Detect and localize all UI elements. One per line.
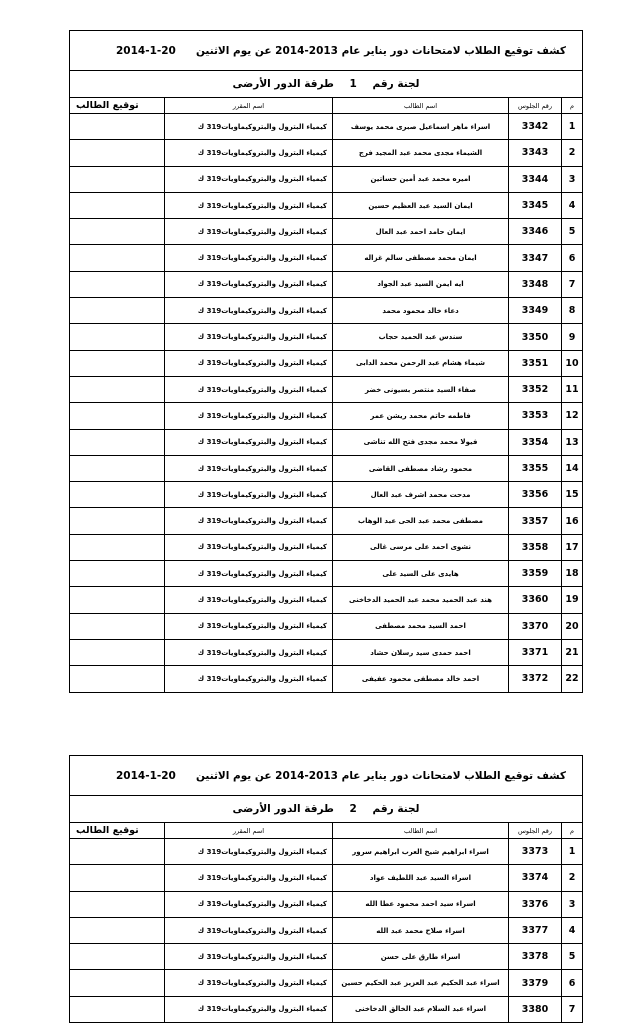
course-name: كيمياء البترول والبتروكيماويات [221,385,328,394]
course-code: 319 ك [197,979,222,988]
course-code: 319 ك [197,490,222,499]
row-number: 18 [562,561,583,587]
course-cell [165,114,333,140]
table-row [70,613,583,639]
table-row [70,403,583,429]
table-row [70,482,583,508]
student-name: دعاء خالد محمود محمد [333,298,509,324]
student-name: اسراء سيد احمد محمود عطا الله [333,891,509,917]
header-name: اسم الطالب [333,823,509,839]
course-name: كيمياء البترول والبتروكيماويات [221,254,328,263]
seat-number: 3373 [509,839,562,865]
student-name: فيولا محمد مجدى فتح الله تناشى [333,429,509,455]
course-name: كيمياء البترول والبتروكيماويات [221,622,328,631]
table-row [70,114,583,140]
signature-cell [70,324,165,350]
seat-number: 3351 [509,350,562,376]
sheet-title-cell [70,31,583,71]
course-code: 319 ك [197,674,222,683]
row-number: 15 [562,482,583,508]
row-number: 1 [562,114,583,140]
course-code: 319 ك [197,254,222,263]
committee-location: طرقة الدور الأرضى [232,803,334,815]
signature-cell [70,350,165,376]
course-cell [165,403,333,429]
course-code: 319 ك [197,359,222,368]
course-name: كيمياء البترول والبتروكيماويات [221,201,328,210]
course-name: كيمياء البترول والبتروكيماويات [221,464,328,473]
course-code: 319 ك [197,569,222,578]
student-name: الشيماء مجدى محمد عبد المجيد فرج [333,140,509,166]
header-seat: رقم الجلوس [509,823,562,839]
signature-cell [70,534,165,560]
course-name: كيمياء البترول والبتروكيماويات [221,926,328,935]
row-number: 8 [562,298,583,324]
header-num: م [562,98,583,114]
row-number: 6 [562,245,583,271]
seat-number: 3352 [509,376,562,402]
course-code: 319 ك [197,1005,222,1014]
table-row [70,298,583,324]
course-code: 319 ك [197,227,222,236]
course-name: كيمياء البترول والبتروكيماويات [221,1005,328,1014]
course-code: 319 ك [197,148,222,157]
row-number: 21 [562,639,583,665]
header-course: اسم المقرر [165,823,333,839]
committee-label: لجنة رقم [372,803,420,815]
committee-number: 2 [349,803,357,815]
course-code: 319 ك [197,595,222,604]
signature-cell [70,839,165,865]
seat-number: 3347 [509,245,562,271]
course-name: كيمياء البترول والبتروكيماويات [221,122,328,131]
row-number: 20 [562,613,583,639]
course-code: 319 ك [197,385,222,394]
committee-location: طرقة الدور الأرضى [232,78,334,90]
row-number: 16 [562,508,583,534]
table-row [70,639,583,665]
seat-number: 3380 [509,996,562,1022]
committee-cell [70,796,583,823]
attendance-table [69,755,583,1023]
signature-cell [70,561,165,587]
course-name: كيمياء البترول والبتروكيماويات [221,306,328,315]
seat-number: 3344 [509,166,562,192]
course-code: 319 ك [197,333,222,342]
seat-number: 3370 [509,613,562,639]
course-name: كيمياء البترول والبتروكيماويات [221,900,328,909]
table-row [70,324,583,350]
row-number: 12 [562,403,583,429]
student-name: هايدى على السيد على [333,561,509,587]
course-code: 319 ك [197,464,222,473]
student-name: احمد خالد مصطفى محمود عفيفى [333,666,509,692]
exam-date: 2014-1-20 [116,44,176,57]
student-name: اسراء عبد الحكيم عبد العزيز عبد الحكيم حسين [333,970,509,996]
course-cell [165,865,333,891]
seat-number: 3346 [509,219,562,245]
course-code: 319 ك [197,952,222,961]
header-name: اسم الطالب [333,98,509,114]
course-name: كيمياء البترول والبتروكيماويات [221,543,328,552]
course-code: 319 ك [197,280,222,289]
course-name: كيمياء البترول والبتروكيماويات [221,517,328,526]
signature-cell [70,219,165,245]
seat-number: 3374 [509,865,562,891]
row-number: 13 [562,429,583,455]
course-cell [165,639,333,665]
course-cell [165,839,333,865]
student-name: هند عبد الحميد محمد عبد الحميد الدخاخنى [333,587,509,613]
seat-number: 3354 [509,429,562,455]
course-code: 319 ك [197,201,222,210]
course-code: 319 ك [197,122,222,131]
course-name: كيمياء البترول والبتروكيماويات [221,490,328,499]
course-cell [165,271,333,297]
committee-cell [70,71,583,98]
seat-number: 3377 [509,917,562,943]
table-row [70,271,583,297]
seat-number: 3376 [509,891,562,917]
course-cell [165,534,333,560]
seat-number: 3355 [509,455,562,481]
student-name: نشوى احمد على مرسى غالى [333,534,509,560]
course-name: كيمياء البترول والبتروكيماويات [221,333,328,342]
signature-cell [70,192,165,218]
seat-number: 3378 [509,944,562,970]
seat-number: 3350 [509,324,562,350]
student-name: احمد حمدى سيد رسلان حشاد [333,639,509,665]
course-cell [165,508,333,534]
table-row [70,192,583,218]
table-row [70,839,583,865]
student-name: اميره محمد عبد أمين حساتين [333,166,509,192]
course-name: كيمياء البترول والبتروكيماويات [221,595,328,604]
student-name: سندس عبد الحميد حجاب [333,324,509,350]
course-cell [165,245,333,271]
signature-cell [70,917,165,943]
header-course: اسم المقرر [165,98,333,114]
table-row [70,140,583,166]
course-cell [165,429,333,455]
header-seat: رقم الجلوس [509,98,562,114]
course-cell [165,166,333,192]
sheet-title: كشف توقيع الطلاب لامتحانات دور يناير عام 2013-2014 عن يوم الاثنين [195,769,567,782]
table-row [70,666,583,692]
table-row [70,865,583,891]
table-row [70,561,583,587]
course-name: كيمياء البترول والبتروكيماويات [221,847,328,856]
course-cell [165,666,333,692]
student-name: ايمان محمد مصطفى سالم غزاله [333,245,509,271]
seat-number: 3343 [509,140,562,166]
student-name: مصطفى محمد عبد الحى عبد الوهاب [333,508,509,534]
course-cell [165,140,333,166]
table-row [70,917,583,943]
seat-number: 3356 [509,482,562,508]
course-code: 319 ك [197,873,222,882]
course-cell [165,917,333,943]
course-name: كيمياء البترول والبتروكيماويات [221,569,328,578]
table-row [70,534,583,560]
attendance-sheet-2 [69,755,582,1023]
student-name: اسراء عبد السلام عبد الخالق الدخاخنى [333,996,509,1022]
course-code: 319 ك [197,648,222,657]
attendance-sheet-1 [69,30,582,693]
course-name: كيمياء البترول والبتروكيماويات [221,873,328,882]
student-name: اسراء طارق على حسن [333,944,509,970]
row-number: 14 [562,455,583,481]
row-number: 7 [562,271,583,297]
course-cell [165,587,333,613]
row-number: 19 [562,587,583,613]
course-code: 319 ك [197,411,222,420]
course-cell [165,613,333,639]
row-number: 9 [562,324,583,350]
seat-number: 3358 [509,534,562,560]
signature-cell [70,639,165,665]
student-name: صفاء السيد منتصر بسيونى خضر [333,376,509,402]
student-name: اسراء ابراهيم شيخ العرب ابراهيم سرور [333,839,509,865]
course-code: 319 ك [197,926,222,935]
table-row [70,245,583,271]
course-name: كيمياء البترول والبتروكيماويات [221,148,328,157]
course-code: 319 ك [197,517,222,526]
course-cell [165,970,333,996]
seat-number: 3342 [509,114,562,140]
signature-cell [70,587,165,613]
student-name: فاطمه حاتم محمد ريشن عمر [333,403,509,429]
row-number: 4 [562,917,583,943]
table-row [70,891,583,917]
course-code: 319 ك [197,306,222,315]
table-row [70,166,583,192]
signature-cell [70,376,165,402]
signature-cell [70,508,165,534]
table-row [70,429,583,455]
course-cell [165,944,333,970]
student-name: اسراء السيد عبد اللطيف عواد [333,865,509,891]
seat-number: 3353 [509,403,562,429]
course-cell [165,298,333,324]
student-name: شيماء هشام عبد الرحمن محمد الدابى [333,350,509,376]
course-cell [165,561,333,587]
signature-cell [70,271,165,297]
course-code: 319 ك [197,847,222,856]
signature-cell [70,245,165,271]
course-name: كيمياء البترول والبتروكيماويات [221,952,328,961]
seat-number: 3348 [509,271,562,297]
student-name: ايمان حامد احمد عبد العال [333,219,509,245]
table-row [70,376,583,402]
signature-cell [70,429,165,455]
course-name: كيمياء البترول والبتروكيماويات [221,411,328,420]
course-code: 319 ك [197,543,222,552]
student-name: مدحت محمد اشرف عبد العال [333,482,509,508]
row-number: 3 [562,891,583,917]
row-number: 3 [562,166,583,192]
course-cell [165,350,333,376]
row-number: 17 [562,534,583,560]
row-number: 1 [562,839,583,865]
course-code: 319 ك [197,900,222,909]
course-cell [165,482,333,508]
row-number: 6 [562,970,583,996]
course-cell [165,376,333,402]
row-number: 5 [562,944,583,970]
sheet-title-cell [70,756,583,796]
signature-cell [70,114,165,140]
header-sign: توقيع الطالب [70,98,165,114]
seat-number: 3360 [509,587,562,613]
attendance-table [69,30,583,693]
signature-cell [70,140,165,166]
header-num: م [562,823,583,839]
course-name: كيمياء البترول والبتروكيماويات [221,979,328,988]
table-header-row [70,98,583,114]
table-row [70,944,583,970]
course-cell [165,891,333,917]
table-row [70,970,583,996]
student-name: ايه ايمن السيد عبد الجواد [333,271,509,297]
row-number: 2 [562,140,583,166]
seat-number: 3379 [509,970,562,996]
student-name: احمد السيد محمد مصطفى [333,613,509,639]
table-row [70,350,583,376]
course-cell [165,219,333,245]
course-name: كيمياء البترول والبتروكيماويات [221,648,328,657]
signature-cell [70,865,165,891]
course-code: 319 ك [197,438,222,447]
course-name: كيمياء البترول والبتروكيماويات [221,438,328,447]
table-row [70,587,583,613]
exam-date: 2014-1-20 [116,769,176,782]
signature-cell [70,298,165,324]
student-name: اسراء صلاح محمد عبد الله [333,917,509,943]
course-cell [165,324,333,350]
course-name: كيمياء البترول والبتروكيماويات [221,280,328,289]
table-header-row [70,823,583,839]
row-number: 4 [562,192,583,218]
signature-cell [70,666,165,692]
signature-cell [70,944,165,970]
committee-number: 1 [349,78,357,90]
row-number: 5 [562,219,583,245]
course-cell [165,455,333,481]
sheet-title: كشف توقيع الطلاب لامتحانات دور يناير عام 2013-2014 عن يوم الاثنين [195,44,567,57]
table-row [70,455,583,481]
row-number: 2 [562,865,583,891]
row-number: 11 [562,376,583,402]
table-row [70,508,583,534]
seat-number: 3371 [509,639,562,665]
course-cell [165,192,333,218]
student-name: اسراء ماهر اسماعيل صبرى محمد يوسف [333,114,509,140]
seat-number: 3349 [509,298,562,324]
row-number: 7 [562,996,583,1022]
signature-cell [70,482,165,508]
committee-label: لجنة رقم [372,78,420,90]
course-code: 319 ك [197,175,222,184]
course-name: كيمياء البترول والبتروكيماويات [221,359,328,368]
row-number: 22 [562,666,583,692]
signature-cell [70,166,165,192]
signature-cell [70,455,165,481]
signature-cell [70,970,165,996]
table-row [70,219,583,245]
header-sign: توقيع الطالب [70,823,165,839]
signature-cell [70,891,165,917]
seat-number: 3357 [509,508,562,534]
course-code: 319 ك [197,622,222,631]
table-row [70,996,583,1022]
course-name: كيمياء البترول والبتروكيماويات [221,227,328,236]
signature-cell [70,996,165,1022]
course-name: كيمياء البترول والبتروكيماويات [221,674,328,683]
student-name: محمود رشاد مصطفى القاضى [333,455,509,481]
signature-cell [70,403,165,429]
seat-number: 3372 [509,666,562,692]
student-name: ايمان السيد عبد العظيم حسين [333,192,509,218]
row-number: 10 [562,350,583,376]
seat-number: 3359 [509,561,562,587]
seat-number: 3345 [509,192,562,218]
signature-cell [70,613,165,639]
course-cell [165,996,333,1022]
course-name: كيمياء البترول والبتروكيماويات [221,175,328,184]
